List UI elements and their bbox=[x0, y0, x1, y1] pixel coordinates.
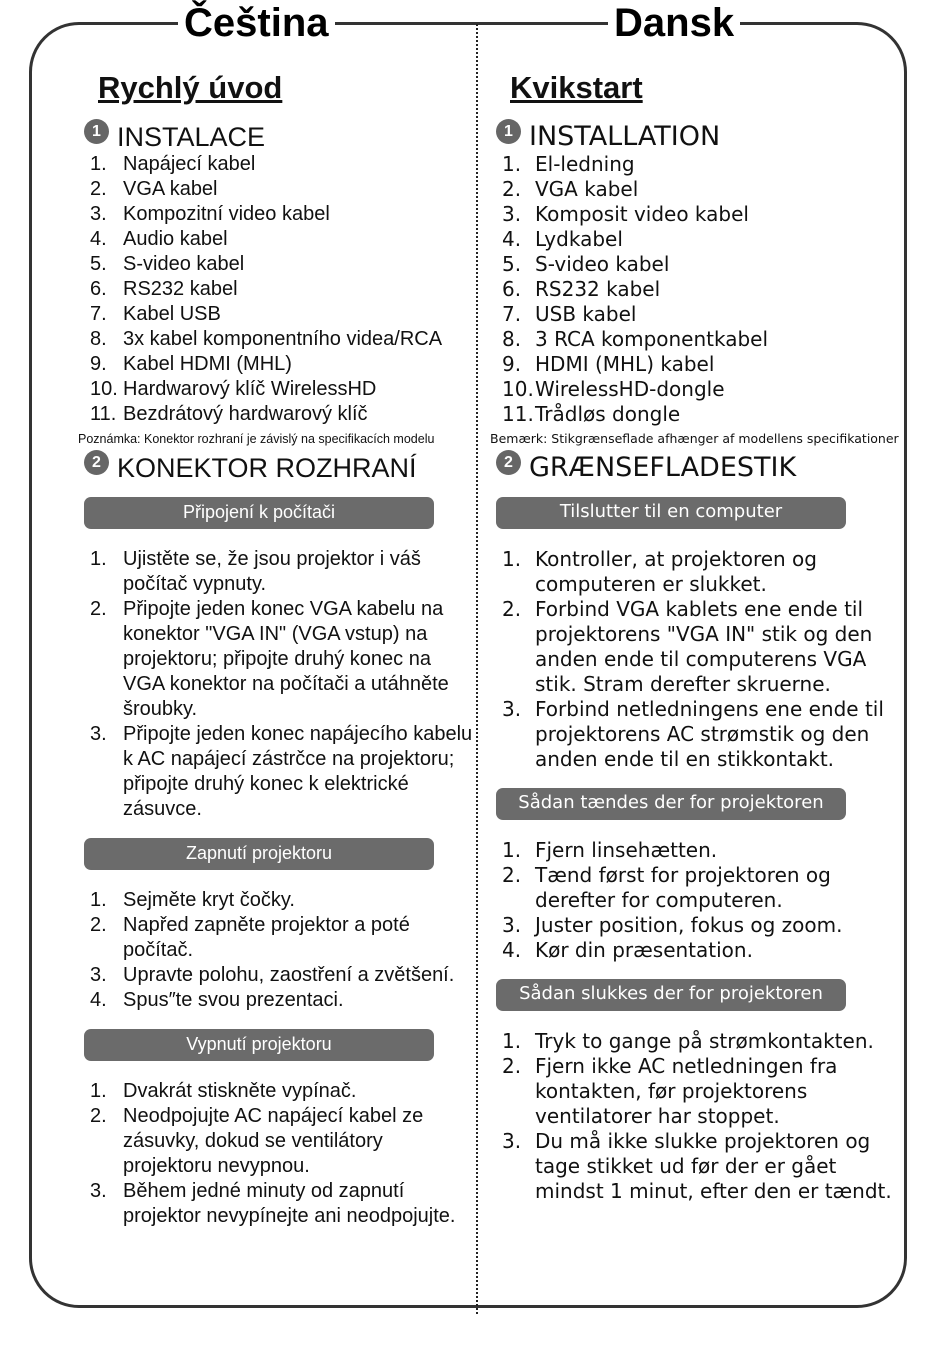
left-column bbox=[78, 68, 473, 1229]
item-text: VGA kabel bbox=[123, 178, 218, 200]
item-number: 1. bbox=[90, 153, 107, 175]
item-number: 2. bbox=[90, 1105, 107, 1127]
item-number: 11. bbox=[502, 402, 534, 426]
item-text: Tryk to gange på strømkontakten. bbox=[535, 1029, 874, 1053]
item-number: 3. bbox=[90, 723, 107, 745]
list-item bbox=[78, 152, 473, 177]
item-number: 2. bbox=[502, 177, 522, 201]
section-title: INSTALLATION bbox=[529, 121, 721, 152]
item-text: Ujistěte se, že jsou projektor i váš počítač vypnuty. bbox=[123, 548, 421, 595]
list-item bbox=[78, 277, 473, 302]
item-text: USB kabel bbox=[535, 302, 637, 326]
power-on-pill: Zapnutí projektoru bbox=[84, 838, 434, 870]
power-off-pill: Vypnutí projektoru bbox=[84, 1029, 434, 1061]
item-text: Napájecí kabel bbox=[123, 153, 256, 175]
list-item bbox=[490, 327, 895, 352]
list-item bbox=[78, 888, 473, 913]
item-number: 2. bbox=[502, 1054, 522, 1078]
list-item bbox=[490, 227, 895, 252]
list-item bbox=[78, 1079, 473, 1104]
connect-pill: Tilslutter til en computer bbox=[496, 497, 846, 529]
list-item bbox=[78, 302, 473, 327]
item-text: 3 RCA komponentkabel bbox=[535, 327, 769, 351]
power-off-steps bbox=[78, 1079, 473, 1229]
item-number: 8. bbox=[502, 327, 522, 351]
list-item bbox=[78, 227, 473, 252]
item-number: 1. bbox=[90, 889, 107, 911]
item-number: 4. bbox=[90, 228, 107, 250]
list-item bbox=[490, 177, 895, 202]
item-number: 3. bbox=[90, 203, 107, 225]
connect-steps bbox=[78, 547, 473, 822]
item-text: Audio kabel bbox=[123, 228, 228, 250]
list-item bbox=[490, 697, 895, 772]
power-on-steps bbox=[490, 838, 895, 963]
item-text: WirelessHD-dongle bbox=[535, 377, 725, 401]
list-item bbox=[78, 988, 473, 1013]
item-text: Spus″te svou prezentaci. bbox=[123, 989, 344, 1011]
item-number: 1. bbox=[90, 548, 107, 570]
item-text: Sejměte kryt čočky. bbox=[123, 889, 295, 911]
item-number: 5. bbox=[90, 253, 107, 275]
list-item bbox=[490, 202, 895, 227]
install-list bbox=[78, 152, 473, 427]
item-text: Komposit video kabel bbox=[535, 202, 749, 226]
item-number: 4. bbox=[90, 989, 107, 1011]
list-item bbox=[78, 547, 473, 597]
item-number: 1. bbox=[502, 152, 522, 176]
item-text: RS232 kabel bbox=[535, 277, 661, 301]
column-divider bbox=[476, 24, 478, 1314]
item-text: Neodpojujte AC napájecí kabel ze zásuvky, dokud se ventilátory projektoru nevypnou. bbox=[123, 1105, 424, 1177]
item-text: Forbind netledningens ene ende til projektorens AC strømstik og den anden ende til en stikkontakt. bbox=[535, 697, 884, 771]
list-item bbox=[78, 377, 473, 402]
item-number: 7. bbox=[502, 302, 522, 326]
model-note: Poznámka: Konektor rozhraní je závislý na specifikacích modelu bbox=[78, 432, 435, 446]
item-number: 9. bbox=[90, 353, 107, 375]
list-item bbox=[490, 402, 895, 427]
item-text: Du må ikke slukke projektoren og tage stikket ud før der er gået mindst 1 minut, efter den er tændt. bbox=[535, 1129, 892, 1203]
language-title-left: Čeština bbox=[178, 0, 335, 46]
quick-start-title: Rychlý úvod bbox=[98, 70, 283, 105]
connect-pill: Připojení k počítači bbox=[84, 497, 434, 529]
item-text: 3x kabel komponentního videa/RCA bbox=[123, 328, 443, 350]
list-item bbox=[78, 1179, 473, 1229]
model-note: Bemærk: Stikgrænseflade afhænger af modellens specifikationer bbox=[490, 431, 899, 446]
power-on-pill: Sådan tændes der for projektoren bbox=[496, 788, 846, 820]
list-item bbox=[490, 152, 895, 177]
item-number: 10. bbox=[90, 378, 118, 400]
list-item bbox=[490, 352, 895, 377]
connect-steps bbox=[490, 547, 895, 772]
item-text: S-video kabel bbox=[123, 253, 245, 275]
section-number-badge: 2 bbox=[84, 450, 109, 475]
list-item bbox=[490, 913, 895, 938]
item-number: 3. bbox=[502, 202, 522, 226]
section-heading bbox=[84, 122, 473, 152]
quick-start-title: Kvikstart bbox=[510, 70, 643, 105]
item-text: Kompozitní video kabel bbox=[123, 203, 330, 225]
list-item bbox=[490, 838, 895, 863]
item-text: VGA kabel bbox=[535, 177, 639, 201]
item-number: 10. bbox=[502, 377, 534, 401]
item-number: 9. bbox=[502, 352, 522, 376]
item-number: 2. bbox=[90, 178, 107, 200]
list-item bbox=[490, 252, 895, 277]
item-text: El-ledning bbox=[535, 152, 635, 176]
list-item bbox=[78, 402, 473, 427]
power-off-steps bbox=[490, 1029, 895, 1204]
power-on-steps bbox=[78, 888, 473, 1013]
list-item bbox=[78, 963, 473, 988]
item-text: Kabel USB bbox=[123, 303, 221, 325]
list-item bbox=[78, 177, 473, 202]
list-item bbox=[78, 1104, 473, 1179]
item-number: 4. bbox=[502, 938, 522, 962]
section-number-badge: 1 bbox=[496, 119, 521, 144]
item-number: 2. bbox=[502, 597, 522, 621]
item-number: 6. bbox=[502, 277, 522, 301]
item-text: Bezdrátový hardwarový klíč bbox=[123, 403, 368, 425]
item-text: Trådløs dongle bbox=[535, 402, 681, 426]
item-text: Připojte jeden konec napájecího kabelu k AC napájecí zástrčce na projektoru; připojte druhý konec k elektrické zásuvce. bbox=[123, 723, 473, 820]
item-text: Během jedné minuty od zapnutí projektor nevypínejte ani neodpojujte. bbox=[123, 1180, 456, 1227]
item-text: Hardwarový klíč WirelessHD bbox=[123, 378, 377, 400]
list-item bbox=[78, 202, 473, 227]
list-item bbox=[490, 863, 895, 913]
section-heading bbox=[84, 453, 473, 483]
item-number: 2. bbox=[502, 863, 522, 887]
list-item bbox=[490, 377, 895, 402]
power-off-pill: Sådan slukkes der for projektoren bbox=[496, 979, 846, 1011]
list-item bbox=[78, 597, 473, 722]
list-item bbox=[78, 327, 473, 352]
item-number: 3. bbox=[502, 1129, 522, 1153]
item-number: 3. bbox=[502, 697, 522, 721]
item-text: Připojte jeden konec VGA kabelu na konektor "VGA IN" (VGA vstup) na projektoru; připojte druhý konec na VGA konektor na počítači a utáhněte šroubky. bbox=[123, 598, 449, 720]
list-item bbox=[78, 352, 473, 377]
item-text: Upravte polohu, zaostření a zvětšení. bbox=[123, 964, 455, 986]
item-number: 6. bbox=[90, 278, 107, 300]
item-text: HDMI (MHL) kabel bbox=[535, 352, 715, 376]
language-title-right: Dansk bbox=[608, 0, 740, 46]
item-number: 7. bbox=[90, 303, 107, 325]
item-number: 5. bbox=[502, 252, 522, 276]
item-text: S-video kabel bbox=[535, 252, 670, 276]
item-text: RS232 kabel bbox=[123, 278, 238, 300]
item-text: Kør din præsentation. bbox=[535, 938, 753, 962]
item-text: Fjern linsehætten. bbox=[535, 838, 718, 862]
item-number: 4. bbox=[502, 227, 522, 251]
section-number-badge: 1 bbox=[84, 119, 109, 144]
item-number: 1. bbox=[502, 1029, 522, 1053]
list-item bbox=[78, 913, 473, 963]
right-column bbox=[490, 68, 899, 1204]
section-heading bbox=[496, 122, 895, 152]
item-text: Kabel HDMI (MHL) bbox=[123, 353, 292, 375]
section-heading bbox=[496, 453, 895, 483]
item-number: 2. bbox=[90, 914, 107, 936]
list-item bbox=[78, 252, 473, 277]
item-number: 3. bbox=[90, 964, 107, 986]
list-item bbox=[78, 722, 473, 822]
list-item bbox=[490, 597, 895, 697]
item-number: 1. bbox=[502, 547, 522, 571]
item-text: Dvakrát stiskněte vypínač. bbox=[123, 1080, 357, 1102]
item-text: Lydkabel bbox=[535, 227, 623, 251]
list-item bbox=[490, 1129, 895, 1204]
install-list bbox=[490, 152, 895, 427]
item-text: Juster position, fokus og zoom. bbox=[535, 913, 843, 937]
item-number: 3. bbox=[90, 1180, 107, 1202]
item-number: 3. bbox=[502, 913, 522, 937]
item-text: Forbind VGA kablets ene ende til projektorens "VGA IN" stik og den anden ende til computerens VGA stik. Stram derefter skruerne. bbox=[535, 597, 873, 696]
item-text: Kontroller, at projektoren og computeren er slukket. bbox=[535, 547, 817, 596]
list-item bbox=[490, 1054, 895, 1129]
list-item bbox=[490, 547, 895, 597]
item-text: Fjern ikke AC netledningen fra kontakten, før projektorens ventilatorer har stoppet. bbox=[535, 1054, 838, 1128]
item-number: 8. bbox=[90, 328, 107, 350]
list-item bbox=[490, 302, 895, 327]
section-title: INSTALACE bbox=[117, 122, 266, 152]
item-text: Tænd først for projektoren og derefter for computeren. bbox=[535, 863, 831, 912]
list-item bbox=[490, 1029, 895, 1054]
item-number: 11. bbox=[90, 403, 117, 425]
list-item bbox=[490, 277, 895, 302]
section-title: KONEKTOR ROZHRANÍ bbox=[117, 453, 417, 483]
list-item bbox=[490, 938, 895, 963]
section-title: GRÆNSEFLADESTIK bbox=[529, 452, 797, 483]
section-number-badge: 2 bbox=[496, 450, 521, 475]
item-number: 1. bbox=[502, 838, 522, 862]
item-number: 2. bbox=[90, 598, 107, 620]
item-number: 1. bbox=[90, 1080, 107, 1102]
item-text: Napřed zapněte projektor a poté počítač. bbox=[123, 914, 410, 961]
